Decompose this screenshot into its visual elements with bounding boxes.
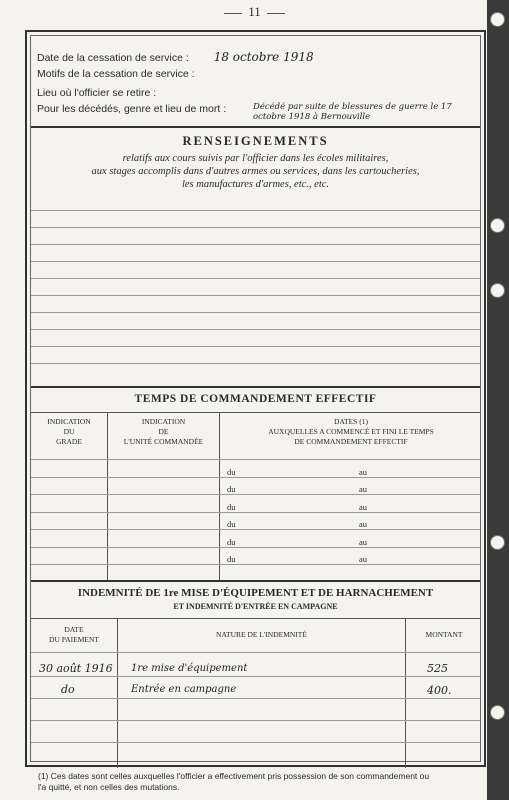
du-label: du	[227, 467, 236, 477]
col-montant-header: MONTANT	[425, 630, 463, 639]
du-label: du	[227, 519, 236, 529]
renseignements-line2: aux stages accomplis dans d'autres armes ou services, dans les cartoucheries,	[91, 166, 420, 177]
ruled-line	[31, 312, 480, 313]
table-row-line	[31, 720, 480, 721]
deces-value-line2: octobre 1918 à Bernouville	[253, 112, 371, 122]
cessation-date-value: 18 octobre 1918	[213, 50, 314, 64]
table-top-line	[31, 412, 480, 413]
table-row-line	[31, 564, 480, 565]
column-divider	[405, 618, 406, 768]
col-unite-h3: L'UNITÉ COMMANDÉE	[123, 437, 204, 446]
col-grade-h2: DU	[63, 427, 75, 436]
commandement-title: TEMPS DE COMMANDEMENT EFFECTIF	[134, 393, 377, 405]
au-label: au	[359, 502, 368, 512]
col-grade-h3: GRADE	[56, 437, 82, 446]
inner-frame	[30, 35, 481, 762]
au-label: au	[359, 467, 368, 477]
ruled-line	[31, 363, 480, 364]
col-unite-header	[108, 417, 219, 447]
payment-date: do	[61, 683, 75, 696]
footnote-line1: (1) Ces dates sont celles auxquelles l'officier a effectivement pris possession de son commandement ou	[38, 771, 430, 781]
au-label: au	[359, 537, 368, 547]
indemnite-title: INDEMNITÉ DE 1re MISE D'ÉQUIPEMENT ET DE HARNACHEMENT	[77, 587, 434, 599]
footnote-line2: l'a quitté, et non celles des mutations.	[38, 782, 180, 792]
punch-hole	[490, 705, 505, 720]
ruled-line	[31, 244, 480, 245]
du-label: du	[227, 502, 236, 512]
ruled-line	[31, 329, 480, 330]
du-label: du	[227, 554, 236, 564]
table-row-line	[31, 676, 480, 677]
indemnity-amount: 525	[427, 662, 448, 675]
col-date-h2: DU PAIEMENT	[49, 635, 99, 644]
lieu-retraite-row: Lieu où l'officier se retire :	[37, 87, 157, 99]
binder-strip	[487, 0, 509, 800]
renseignements-line3: les manufactures d'armes, etc., etc.	[181, 179, 330, 190]
col-date-header	[31, 625, 117, 645]
col-unite-h1: INDICATION	[141, 417, 186, 426]
col-dates-header	[220, 417, 482, 447]
ruled-line	[31, 295, 480, 296]
indemnity-amount: 400.	[427, 684, 452, 697]
deces-value	[253, 102, 483, 122]
table-row-line	[31, 698, 480, 699]
section-divider	[31, 126, 480, 128]
table-row-line	[31, 494, 480, 495]
table-row-line	[31, 529, 480, 530]
col-grade-h1: INDICATION	[47, 417, 91, 426]
au-label: au	[359, 554, 368, 564]
service-record-form	[25, 30, 486, 767]
ruled-line	[31, 346, 480, 347]
col-date-h1: DATE	[64, 625, 84, 634]
col-dates-h3: DE COMMANDEMENT EFFECTIF	[294, 437, 408, 446]
ruled-line	[31, 261, 480, 262]
col-nature-header: NATURE DE L'INDEMNITÉ	[216, 630, 307, 639]
ruled-line	[31, 278, 480, 279]
section-divider	[31, 580, 480, 582]
ruled-line	[31, 227, 480, 228]
renseignements-title: RENSEIGNEMENTS	[182, 134, 329, 148]
table-row-line	[31, 512, 480, 513]
punch-hole	[490, 283, 505, 298]
cessation-date-label: Date de la cessation de service	[37, 52, 183, 64]
punch-hole	[490, 218, 505, 233]
col-grade-header	[31, 417, 107, 447]
renseignements-line1: relatifs aux cours suivis par l'officier dans les écoles militaires,	[122, 153, 389, 164]
col-dates-h2: AUXQUELLES A COMMENCÉ ET FINI LE TEMPS	[268, 427, 434, 436]
au-label: au	[359, 519, 368, 529]
page-number: 11	[0, 4, 509, 20]
du-label: du	[227, 537, 236, 547]
punch-hole	[490, 535, 505, 550]
table-top-line	[31, 618, 480, 619]
col-dates-h1: DATES (1)	[334, 417, 368, 426]
deces-value-line1: Décédé par suite de blessures de guerre le 17	[253, 102, 452, 112]
table-row-line	[31, 459, 480, 460]
du-label: du	[227, 484, 236, 494]
column-divider	[117, 618, 118, 768]
table-row-line	[31, 652, 480, 653]
deces-label: Pour les décédés, genre et lieu de mort	[37, 103, 221, 115]
col-unite-h2: DE	[158, 427, 169, 436]
cessation-date-row: Date de la cessation de service : 18 octobre 1918	[37, 50, 314, 64]
indemnity-nature: Entrée en campagne	[131, 684, 237, 695]
au-label: au	[359, 484, 368, 494]
ruled-line	[31, 210, 480, 211]
table-row-line	[31, 477, 480, 478]
indemnite-subtitle: ET INDEMNITÉ D'ENTRÉE EN CAMPAGNE	[173, 602, 338, 611]
payment-date: 30 août 1916	[39, 662, 113, 675]
indemnity-nature: 1re mise d'équipement	[131, 663, 248, 674]
deces-row: Pour les décédés, genre et lieu de mort :	[37, 103, 227, 115]
motifs-label: Motifs de la cessation de service	[37, 68, 189, 80]
footnote	[38, 771, 488, 793]
table-row-line	[31, 742, 480, 743]
lieu-retraite-label: Lieu où l'officier se retire	[37, 87, 151, 99]
section-divider	[31, 386, 480, 388]
punch-hole	[490, 12, 505, 27]
motifs-row: Motifs de la cessation de service :	[37, 68, 195, 80]
table-row-line	[31, 547, 480, 548]
